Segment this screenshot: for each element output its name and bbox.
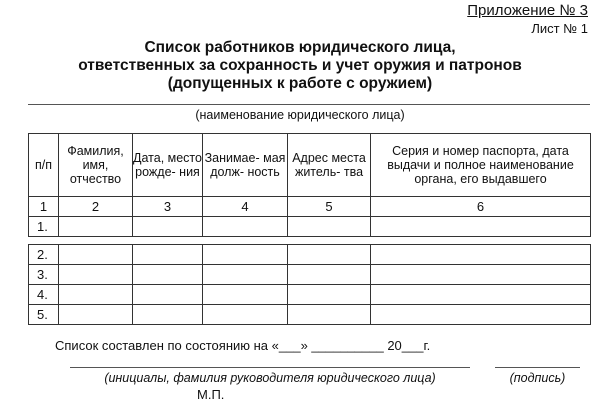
cell[interactable] [203,285,288,305]
col-header: Дата, место рожде- ния [133,134,203,197]
signature-caption: (подпись) [509,371,566,385]
row-number: 4. [29,285,59,305]
cell[interactable] [133,285,203,305]
cell[interactable] [288,285,371,305]
appendix-label: Приложение № 3 [467,2,588,19]
sheet-label: Лист № 1 [531,21,588,36]
col-header: Фамилия, имя, отчество [59,134,133,197]
manager-caption: (инициалы, фамилия руководителя юридического лица) [104,371,436,385]
cell[interactable] [288,245,371,265]
signature-line [495,367,580,368]
cell[interactable] [203,305,288,325]
org-name-line [28,104,590,105]
cell[interactable] [59,305,133,325]
org-name-caption: (наименование юридического лица) [195,108,405,122]
col-header: п/п [29,134,59,197]
table-row [29,285,591,305]
col-number: 6 [371,197,591,217]
row-number: 5. [29,305,59,325]
col-number: 3 [133,197,203,217]
table-row [29,245,591,265]
employees-table-part-1 [28,133,591,237]
col-header: Занимае- мая долж- ность [203,134,288,197]
column-number-row [29,197,591,217]
employees-table-part-2 [28,244,591,325]
cell[interactable] [371,245,591,265]
title-line-1: Список работников юридического лица, [144,39,456,56]
cell[interactable] [133,305,203,325]
cell[interactable] [371,305,591,325]
cell[interactable] [59,217,133,237]
cell[interactable] [288,217,371,237]
cell[interactable] [203,265,288,285]
date-statement: Список составлен по состоянию на «___» __________ 20___г. [55,338,431,353]
cell[interactable] [133,265,203,285]
cell[interactable] [288,265,371,285]
cell[interactable] [371,285,591,305]
col-header: Серия и номер паспорта, дата выдачи и полное наименование органа, его выдавшего [371,134,591,197]
cell[interactable] [59,265,133,285]
cell[interactable] [203,217,288,237]
cell[interactable] [59,285,133,305]
cell[interactable] [371,217,591,237]
row-number: 3. [29,265,59,285]
row-number: 1. [29,217,59,237]
cell[interactable] [133,217,203,237]
col-number: 5 [288,197,371,217]
row-number: 2. [29,245,59,265]
col-number: 2 [59,197,133,217]
title-line-3: (допущенных к работе с оружием) [167,75,433,92]
cell[interactable] [133,245,203,265]
manager-line [70,367,470,368]
col-header: Адрес места житель- тва [288,134,371,197]
col-number: 4 [203,197,288,217]
cell[interactable] [371,265,591,285]
table-row [29,265,591,285]
cell[interactable] [59,245,133,265]
title-line-2: ответственных за сохранность и учет оружия и патронов [78,57,522,74]
cell[interactable] [203,245,288,265]
table-header-row [29,134,591,197]
table-row [29,217,591,237]
table-row [29,305,591,325]
stamp-place: М.П. [197,387,225,402]
cell[interactable] [288,305,371,325]
col-number: 1 [29,197,59,217]
